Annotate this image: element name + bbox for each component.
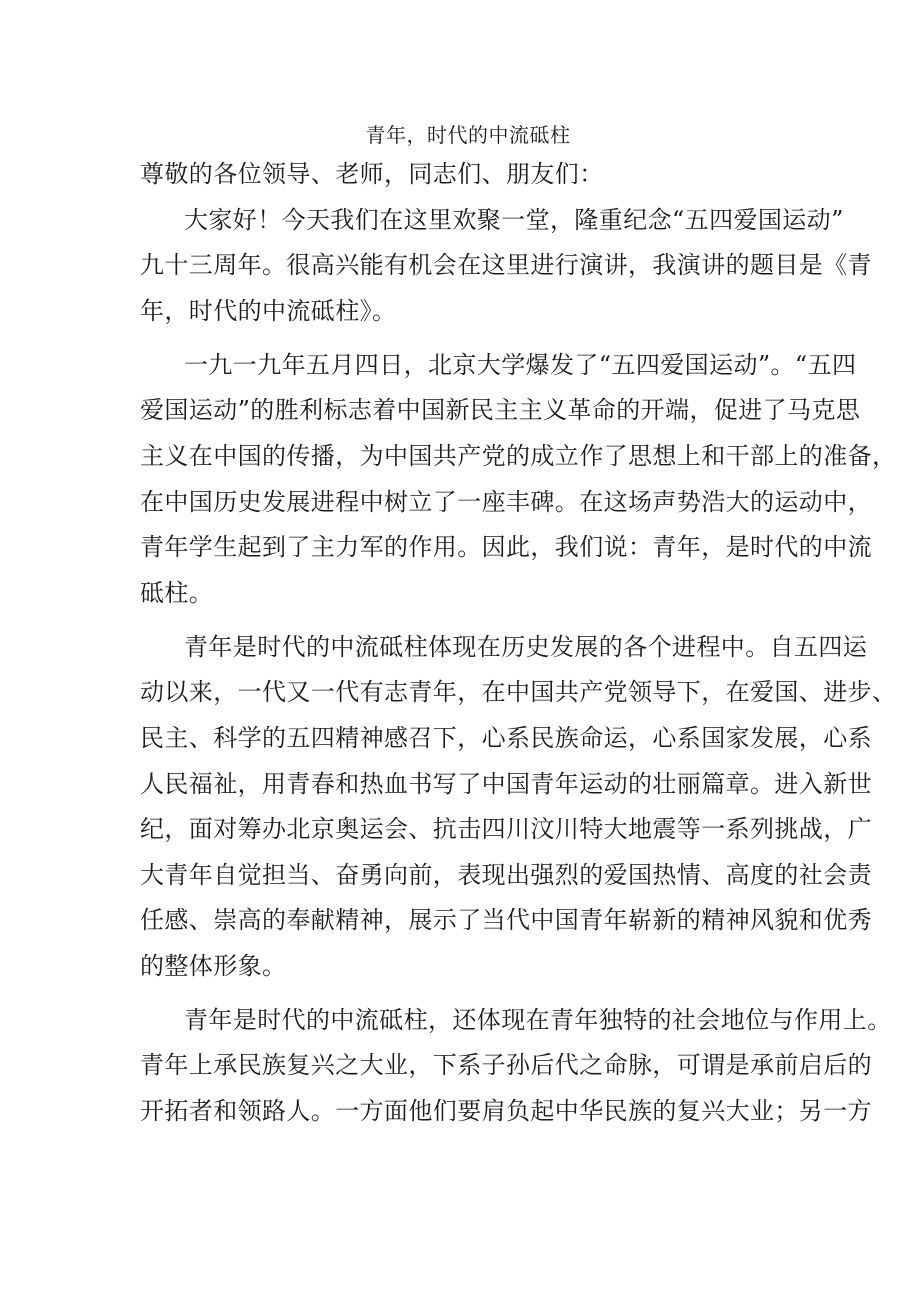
- paragraph-line: 在中国历史发展进程中树立了一座丰碑。在这场声势浩大的运动中，: [140, 487, 872, 516]
- paragraph-line: 青年上承民族复兴之大业，下系子孙后代之命脉，可谓是承前启后的: [140, 1051, 872, 1080]
- greeting-line: 尊敬的各位领导、老师，同志们、朋友们：: [140, 160, 604, 188]
- paragraph-line: 动以来，一代又一代有志青年，在中国共产党领导下，在爱国、进步、: [140, 678, 897, 707]
- paragraph-line: 大青年自觉担当、奋勇向前，表现出强烈的爱国热情、高度的社会责: [140, 860, 872, 889]
- paragraph-1: [140, 198, 872, 335]
- paragraph-line: 开拓者和领路人。一方面他们要肩负起中华民族的复兴大业；另一方: [140, 1097, 872, 1126]
- greeting: [140, 152, 796, 198]
- paragraph-2: [140, 343, 897, 617]
- paragraph-line: 爱国运动”的胜利标志着中国新民主主义革命的开端，促进了马克思: [140, 396, 861, 425]
- paragraph-line: 人民福祉，用青春和热血书写了中国青年运动的壮丽篇章。进入新世: [140, 769, 872, 798]
- paragraph-line: 的整体形象。: [140, 951, 287, 980]
- paragraph-line: 九十三周年。很高兴能有机会在这里进行演讲，我演讲的题目是《青: [140, 251, 872, 280]
- paragraph-line: 青年是时代的中流砥柱，还体现在青年独特的社会地位与作用上。: [184, 1005, 892, 1034]
- document-title: 青年，时代的中流砥柱: [365, 123, 571, 147]
- paragraph-line: 青年是时代的中流砥柱体现在历史发展的各个进程中。自五四运: [184, 632, 868, 661]
- paragraph-3: [140, 625, 897, 990]
- paragraph-line: 民主、科学的五四精神感召下，心系民族命运，心系国家发展，心系: [140, 723, 872, 752]
- document-body: [140, 118, 897, 1143]
- paragraph-line: 任感、崇高的奉献精神，展示了当代中国青年崭新的精神风貌和优秀: [140, 906, 872, 935]
- paragraph-line: 主义在中国的传播，为中国共产党的成立作了思想上和干部上的准备，: [140, 441, 897, 470]
- paragraph-line: 一九一九年五月四日，北京大学爆发了“五四爱国运动”。“五四: [184, 350, 857, 379]
- paragraph-4: [140, 998, 892, 1135]
- paragraph-line: 年，时代的中流砥柱》。: [140, 296, 397, 325]
- paragraph-line: 砥柱。: [140, 578, 214, 607]
- paragraph-line: 青年学生起到了主力军的作用。因此，我们说：青年，是时代的中流: [140, 533, 872, 562]
- paragraph-line: 大家好！今天我们在这里欢聚一堂，隆重纪念“五四爱国运动”: [184, 205, 844, 234]
- paragraph-line: 纪，面对筹办北京奥运会、抗击四川汶川特大地震等一系列挑战，广: [140, 815, 872, 844]
